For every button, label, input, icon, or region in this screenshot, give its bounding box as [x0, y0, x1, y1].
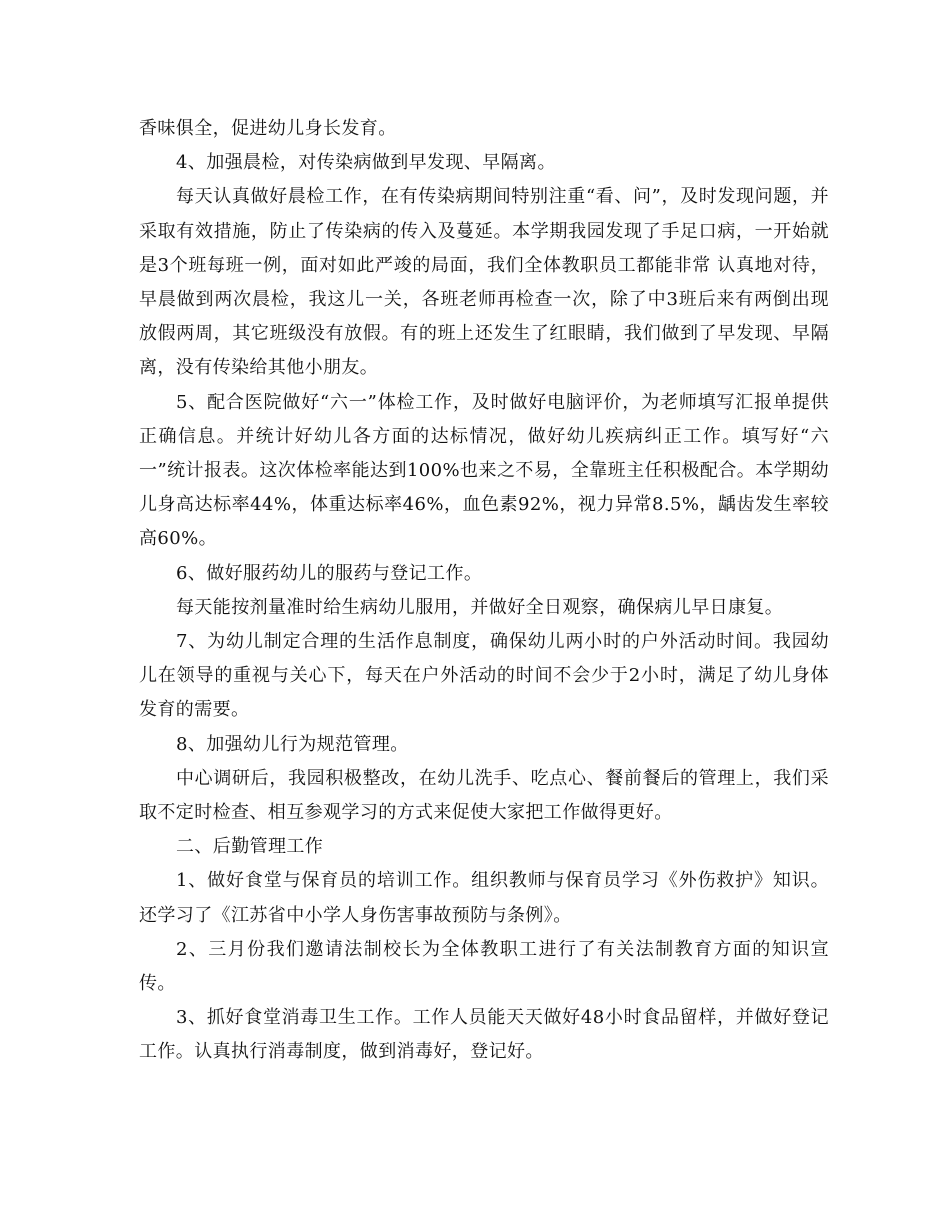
- paragraph-4: 5、配合医院做好“六一”体检工作，及时做好电脑评价，为老师填写汇报单提供正确信息。并统计好幼儿各方面的达标情况，做好幼儿疾病纠正工作。填写好“六一”统计报表。这次体检率能达到100%也来之不易，全靠班主任积极配合。本学期幼儿身高达标率44%，体重达标率46%，血色素92%，视力异常8.5%，龋齿发生率较高60%。: [139, 391, 829, 550]
- paragraph-7: 7、为幼儿制定合理的生活作息制度，确保幼儿两小时的户外活动时间。我园幼儿在领导的重视与关心下，每天在户外活动的时间不会少于2小时，满足了幼儿身体发育的需要。: [139, 631, 829, 721]
- document-body: [139, 112, 829, 1070]
- paragraph-13: 3、抓好食堂消毒卫生工作。工作人员能天天做好48小时食品留样，并做好登记工作。认真执行消毒制度，做到消毒好，登记好。: [139, 1007, 829, 1063]
- paragraph-5: 6、做好服药幼儿的服药与登记工作。: [176, 562, 483, 584]
- paragraph-2: 4、加强晨检，对传染病做到早发现、早隔离。: [176, 152, 556, 174]
- paragraph-6: 每天能按剂量准时给生病幼儿服用，并做好全日观察，确保病儿早日康复。: [176, 596, 784, 618]
- paragraph-8: 8、加强幼儿行为规范管理。: [176, 733, 409, 755]
- section-heading: 二、后勤管理工作: [176, 836, 324, 858]
- paragraph-11: 1、做好食堂与保育员的培训工作。组织教师与保育员学习《外伤救护》知识。还学习了《江苏省中小学人身伤害事故预防与条例》。: [139, 870, 829, 926]
- paragraph-9: 中心调研后，我园积极整改，在幼儿洗手、吃点心、餐前餐后的管理上，我们采取不定时检查、相互参观学习的方式来促使大家把工作做得更好。: [139, 767, 829, 824]
- paragraph-3: 每天认真做好晨检工作，在有传染病期间特别注重“看、问”，及时发现问题，并采取有效措施，防止了传染病的传入及蔓延。本学期我园发现了手足口病，一开始就是3个班每班一例，面对如此严竣的局面，我们全体教职员工都能非常 认真地对待，早晨做到两次晨检，我这儿一关，各班老师再检查一次，除了中3班后来有两倒出现放假两周，其它班级没有放假。有的班上还发生了红眼睛，我们做到了早发现、早隔离，没有传染给其他小朋友。: [139, 186, 829, 379]
- paragraph-12: 2、三月份我们邀请法制校长为全体教职工进行了有关法制教育方面的知识宣传。: [139, 938, 829, 995]
- paragraph-1: 香味俱全，促进幼儿身长发育。: [139, 118, 397, 139]
